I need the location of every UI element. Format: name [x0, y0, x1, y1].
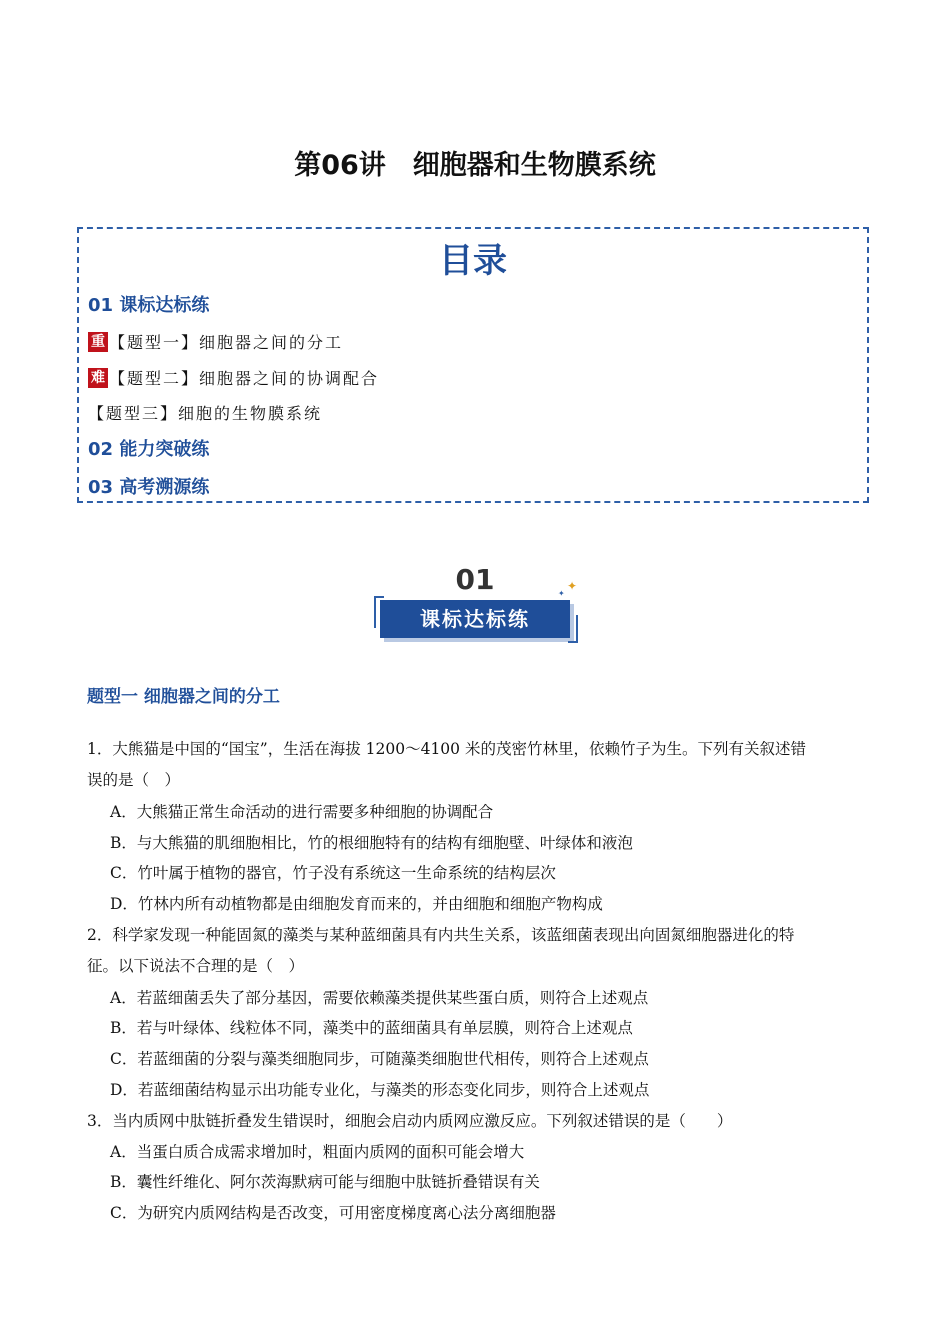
question-2-option-d[interactable]: D．若蓝细菌结构显示出功能专业化，与藻类的形态变化同步，则符合上述观点	[110, 1081, 650, 1099]
sparkle-icon: ✦	[567, 579, 578, 593]
question-3-option-c[interactable]: C．为研究内质网结构是否改变，可用密度梯度离心法分离细胞器	[110, 1204, 556, 1222]
toc-heading: 目录	[439, 241, 507, 281]
badge-bracket-right	[568, 615, 578, 643]
toc-item-type-3[interactable]	[88, 401, 322, 424]
question-1-option-a[interactable]: A．大熊猫正常生命活动的进行需要多种细胞的协调配合	[110, 803, 494, 821]
question-1-option-d[interactable]: D．竹林内所有动植物都是由细胞发育而来的，并由细胞和细胞产物构成	[110, 895, 603, 913]
question-2-stem	[87, 920, 862, 982]
question-1-option-b[interactable]: B．与大熊猫的肌细胞相比，竹的根细胞特有的结构有细胞壁、叶绿体和液泡	[110, 834, 633, 852]
question-stem-line: 1．大熊猫是中国的“国宝”，生活在海拔 1200～4100 米的茂密竹林里，依赖竹子为生。下列有关叙述错	[87, 740, 806, 758]
question-2-option-b[interactable]: B．若与叶绿体、线粒体不同，藻类中的蓝细菌具有单层膜，则符合上述观点	[110, 1019, 633, 1037]
question-3-stem	[87, 1106, 862, 1137]
toc-section-3[interactable]: 03 高考溯源练	[88, 477, 210, 498]
toc-section-1[interactable]: 01 课标达标练	[88, 295, 210, 316]
badge-label: 课标达标练	[380, 600, 570, 638]
toc-item-label: 【题型三】细胞的生物膜系统	[88, 404, 323, 423]
question-stem-line: 误的是（ ）	[87, 771, 181, 789]
table-of-contents	[77, 227, 869, 503]
section-badge	[370, 563, 580, 643]
toc-item-type-2[interactable]	[88, 366, 379, 389]
key-tag: 重	[88, 332, 108, 352]
page-title: 第06讲 细胞器和生物膜系统	[294, 150, 656, 181]
question-1-option-c[interactable]: C．竹叶属于植物的器官，竹子没有系统这一生命系统的结构层次	[110, 864, 556, 882]
toc-section-2[interactable]: 02 能力突破练	[88, 439, 210, 460]
section-title: 题型一 细胞器之间的分工	[87, 687, 280, 707]
question-3-option-a[interactable]: A．当蛋白质合成需求增加时，粗面内质网的面积可能会增大	[110, 1143, 525, 1161]
question-stem-line: 2．科学家发现一种能固氮的藻类与某种蓝细菌具有内共生关系，该蓝细菌表现出向固氮细胞器进化的特	[87, 926, 795, 944]
question-2-option-c[interactable]: C．若蓝细菌的分裂与藻类细胞同步，可随藻类细胞世代相传，则符合上述观点	[110, 1050, 649, 1068]
question-1-stem	[87, 734, 862, 796]
toc-item-label: 【题型二】细胞器之间的协调配合	[109, 369, 380, 388]
sparkle-icon: ✦	[558, 589, 565, 598]
toc-item-type-1[interactable]	[88, 330, 343, 353]
question-3-option-b[interactable]: B．囊性纤维化、阿尔茨海默病可能与细胞中肽链折叠错误有关	[110, 1173, 540, 1191]
toc-item-label: 【题型一】细胞器之间的分工	[109, 333, 344, 352]
question-stem-line: 3．当内质网中肽链折叠发生错误时，细胞会启动内质网应激反应。下列叙述错误的是（ ）	[87, 1112, 733, 1130]
question-stem-line: 征。以下说法不合理的是（ ）	[87, 957, 305, 975]
badge-number: 01	[455, 563, 495, 596]
difficult-tag: 难	[88, 368, 108, 388]
question-2-option-a[interactable]: A．若蓝细菌丢失了部分基因，需要依赖藻类提供某些蛋白质，则符合上述观点	[110, 989, 649, 1007]
